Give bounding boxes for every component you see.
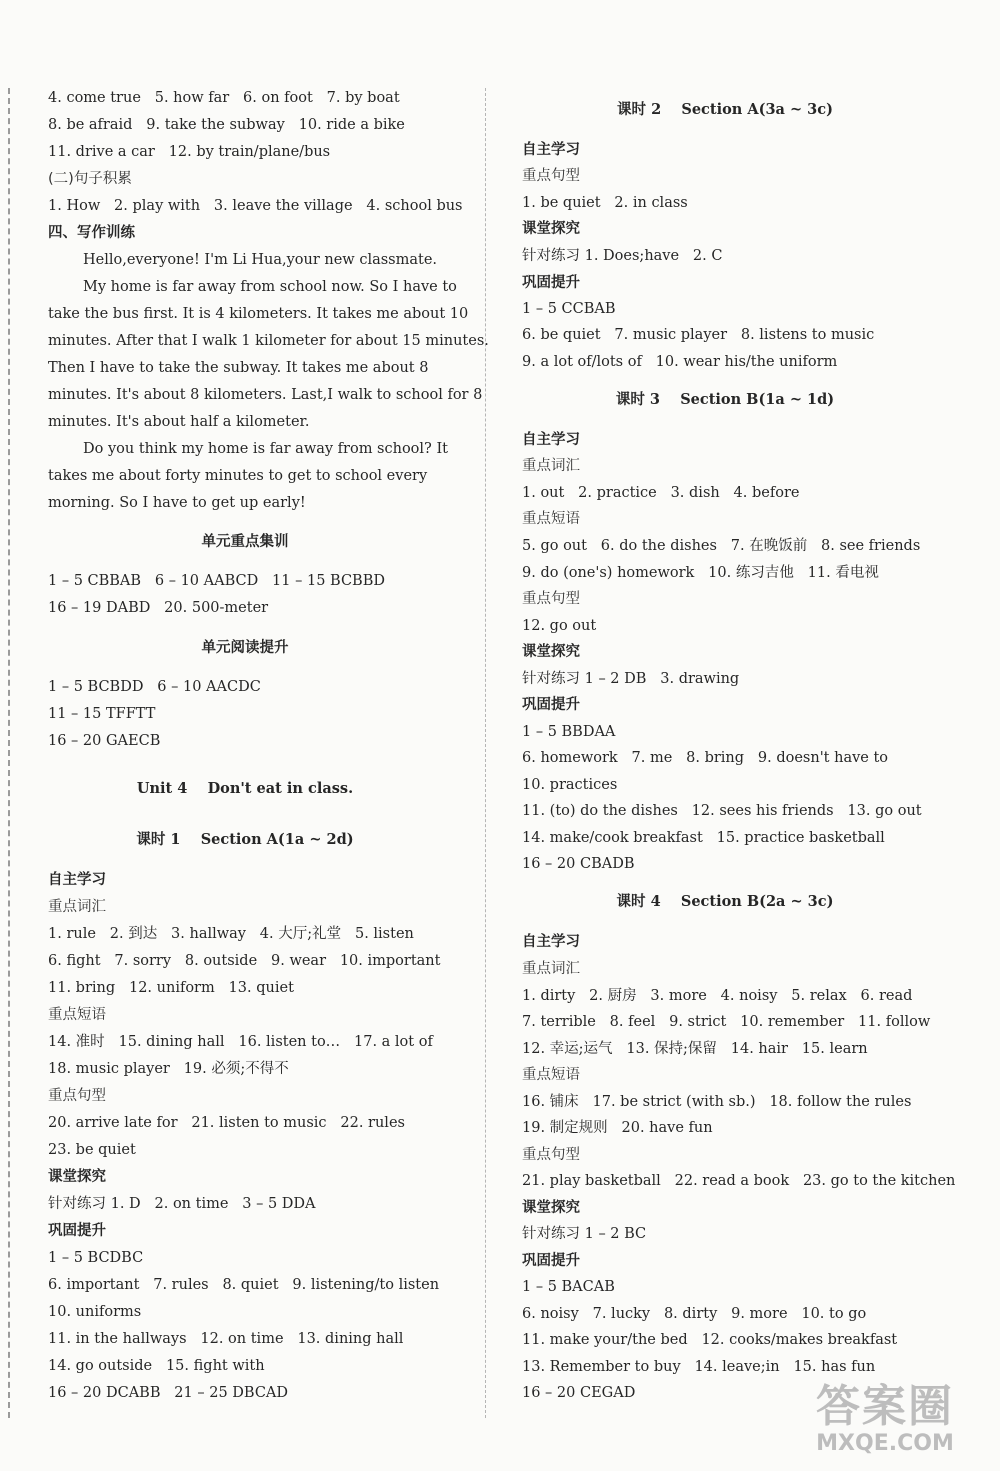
text-line: 12. 幸运;运气 13. 保持;保留 14. hair 15. learn <box>522 1041 868 1057</box>
text-line: 6. important 7. rules 8. quiet 9. listening/to listen <box>48 1277 440 1293</box>
section-label: 重点短语 <box>522 1067 580 1083</box>
text-line: 23. be quiet <box>48 1142 136 1158</box>
essay-line: My home is far away from school now. So I have to <box>83 279 457 295</box>
text-line: 6. fight 7. sorry 8. outside 9. wear 10. important <box>48 953 441 969</box>
watermark-url: MXQE.COM <box>816 1431 954 1456</box>
binding-edge-dashes <box>8 88 10 1418</box>
text-line: 10. practices <box>522 777 618 793</box>
text-line: 针对练习 1. Does;have 2. C <box>522 248 723 264</box>
text-line: 11. make your/the bed 12. cooks/makes breakfast <box>522 1332 898 1348</box>
text-line: 1. dirty 2. 厨房 3. more 4. noisy 5. relax 6. read <box>522 988 913 1004</box>
section-label: 重点句型 <box>522 168 580 184</box>
section-heading: 自主学习 <box>522 142 580 158</box>
text-line: 16 – 20 DCABB 21 – 25 DBCAD <box>48 1385 289 1401</box>
text-line: 1 – 5 CBBAB 6 – 10 AABCD 11 – 15 BCBBD <box>48 573 385 589</box>
text-line: 11. bring 12. uniform 13. quiet <box>48 980 294 996</box>
text-line: 针对练习 1. D 2. on time 3 – 5 DDA <box>48 1196 316 1212</box>
section-label: 重点词汇 <box>522 458 580 474</box>
section-heading: 自主学习 <box>522 934 580 950</box>
section-heading: 巩固提升 <box>522 275 580 291</box>
text-line: 14. make/cook breakfast 15. practice basketball <box>522 830 885 846</box>
text-line: 1 – 5 BACAB <box>522 1279 615 1295</box>
text-line: 1. out 2. practice 3. dish 4. before <box>522 485 800 501</box>
section-label: 重点句型 <box>522 591 580 607</box>
section-heading: 巩固提升 <box>48 1223 106 1239</box>
text-line: 针对练习 1 – 2 DB 3. drawing <box>522 671 740 687</box>
section-label: 重点词汇 <box>48 899 106 915</box>
text-line: 1. be quiet 2. in class <box>522 195 688 211</box>
text-line: 6. noisy 7. lucky 8. dirty 9. more 10. to go <box>522 1306 867 1322</box>
text-line: 针对练习 1 – 2 BC <box>522 1226 647 1242</box>
section-heading: 课堂探究 <box>522 1200 580 1216</box>
text-line: 1 – 5 CCBAB <box>522 301 616 317</box>
section-heading: 自主学习 <box>522 432 580 448</box>
section-heading: 巩固提升 <box>522 1253 580 1269</box>
text-line: 10. uniforms <box>48 1304 142 1320</box>
text-line: 4. come true 5. how far 6. on foot 7. by boat <box>48 90 400 106</box>
text-line: 19. 制定规则 20. have fun <box>522 1120 713 1136</box>
text-line: 11. (to) do the dishes 12. sees his friends 13. go out <box>522 803 922 819</box>
essay-line: minutes. It's about 8 kilometers. Last,I walk to school for 8 <box>48 387 483 403</box>
text-line: 9. a lot of/lots of 10. wear his/the uniform <box>522 354 838 370</box>
site-watermark <box>790 1383 980 1463</box>
section-label: (二)句子积累 <box>48 171 132 187</box>
text-line: 5. go out 6. do the dishes 7. 在晚饭前 8. see friends <box>522 538 921 554</box>
text-line: 7. terrible 8. feel 9. strict 10. remember 11. follow <box>522 1014 931 1030</box>
text-line: 16. 铺床 17. be strict (with sb.) 18. follow the rules <box>522 1094 912 1110</box>
text-line: 16 – 20 GAECB <box>48 733 161 749</box>
essay-line: morning. So I have to get up early! <box>48 495 306 511</box>
text-line: 1 – 5 BCDBC <box>48 1250 144 1266</box>
section-heading: 课堂探究 <box>48 1169 106 1185</box>
text-line: 8. be afraid 9. take the subway 10. ride a bike <box>48 117 405 133</box>
text-line: 13. Remember to buy 14. leave;in 15. has fun <box>522 1359 876 1375</box>
section-label: 重点句型 <box>48 1088 106 1104</box>
text-line: 16 – 19 DABD 20. 500-meter <box>48 600 269 616</box>
text-line: 16 – 20 CEGAD <box>522 1385 636 1401</box>
text-line: 21. play basketball 22. read a book 23. go to the kitchen <box>522 1173 956 1189</box>
essay-line: Hello,everyone! I'm Li Hua,your new classmate. <box>83 252 438 268</box>
section-heading: 自主学习 <box>48 872 106 888</box>
lesson-title: 课时 3 Section B(1a ~ 1d) <box>615 391 835 408</box>
unit-title: Unit 4 Don't eat in class. <box>136 780 354 797</box>
essay-line: Then I have to take the subway. It takes me about 8 <box>48 360 429 376</box>
essay-line: minutes. It's about half a kilometer. <box>48 414 310 430</box>
text-line: 6. be quiet 7. music player 8. listens to music <box>522 327 875 343</box>
section-title: 单元重点集训 <box>201 533 289 550</box>
section-label: 重点词汇 <box>522 961 580 977</box>
text-line: 16 – 20 CBADB <box>522 856 635 872</box>
lesson-title: 课时 1 Section A(1a ~ 2d) <box>136 831 354 848</box>
essay-line: Do you think my home is far away from school? It <box>83 441 448 457</box>
text-line: 18. music player 19. 必须;不得不 <box>48 1061 289 1077</box>
text-line: 1 – 5 BBDAA <box>522 724 616 740</box>
text-line: 14. go outside 15. fight with <box>48 1358 265 1374</box>
text-line: 14. 准时 15. dining hall 16. listen to… 17. a lot of <box>48 1034 433 1050</box>
text-line: 11. drive a car 12. by train/plane/bus <box>48 144 331 160</box>
lesson-title: 课时 4 Section B(2a ~ 3c) <box>616 893 834 910</box>
section-label: 重点句型 <box>522 1147 580 1163</box>
text-line: 20. arrive late for 21. listen to music 22. rules <box>48 1115 405 1131</box>
lesson-title: 课时 2 Section A(3a ~ 3c) <box>617 101 833 118</box>
section-label: 重点短语 <box>522 511 580 527</box>
essay-line: take the bus first. It is 4 kilometers. It takes me about 10 <box>48 306 469 322</box>
text-line: 9. do (one's) homework 10. 练习吉他 11. 看电视 <box>522 565 879 581</box>
section-label: 重点短语 <box>48 1007 106 1023</box>
section-heading: 课堂探究 <box>522 644 580 660</box>
text-line: 1. rule 2. 到达 3. hallway 4. 大厅;礼堂 5. listen <box>48 926 414 942</box>
column-divider <box>485 88 486 1418</box>
section-heading: 巩固提升 <box>522 697 580 713</box>
text-line: 11. in the hallways 12. on time 13. dining hall <box>48 1331 404 1347</box>
essay-line: minutes. After that I walk 1 kilometer for about 15 minutes. <box>48 333 489 349</box>
text-line: 6. homework 7. me 8. bring 9. doesn't have to <box>522 750 889 766</box>
text-line: 11 – 15 TFFTT <box>48 706 156 722</box>
text-line: 1. How 2. play with 3. leave the village 4. school bus <box>48 198 463 214</box>
section-heading: 四、写作训练 <box>48 225 135 241</box>
section-heading: 课堂探究 <box>522 221 580 237</box>
essay-line: takes me about forty minutes to get to school every <box>48 468 428 484</box>
watermark-logo: 答案圈 <box>816 1381 954 1432</box>
text-line: 1 – 5 BCBDD 6 – 10 AACDC <box>48 679 261 695</box>
section-title: 单元阅读提升 <box>201 639 289 656</box>
text-line: 12. go out <box>522 618 597 634</box>
